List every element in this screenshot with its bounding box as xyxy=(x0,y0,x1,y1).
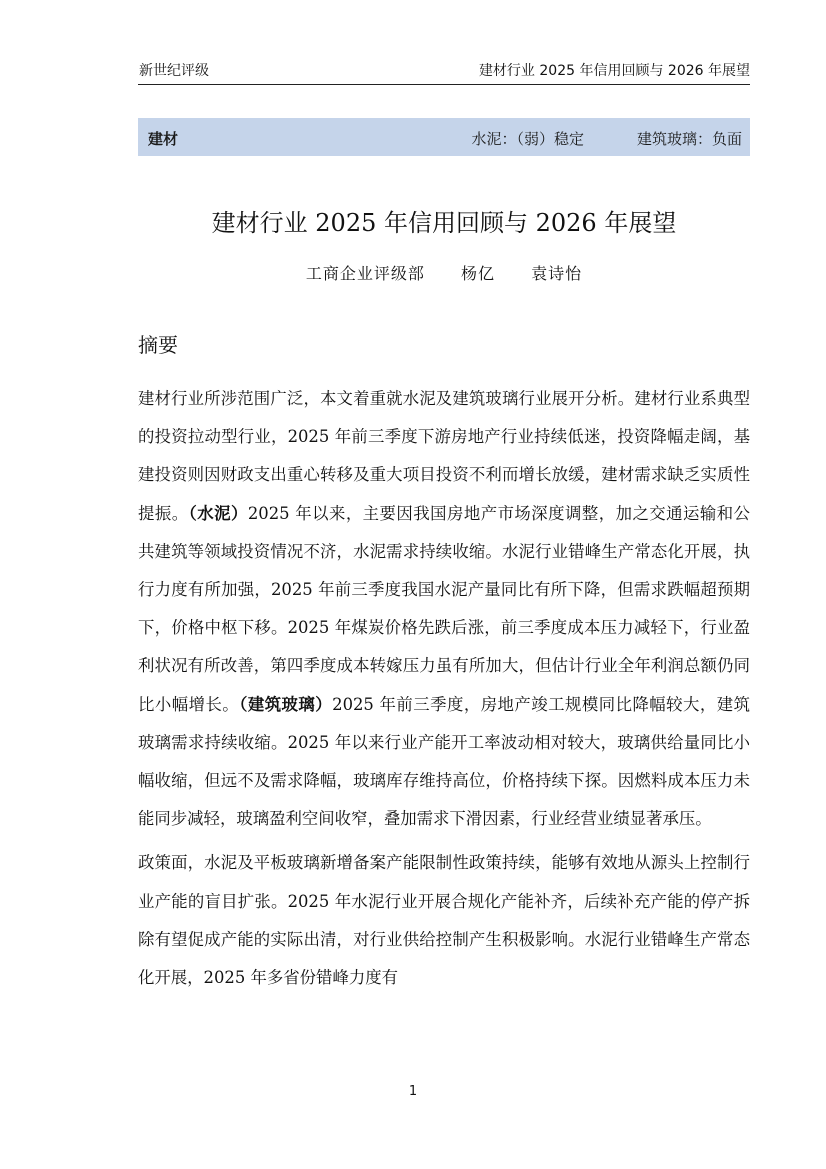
section-heading: 摘要 xyxy=(138,333,178,357)
inline-tag-glass: （建筑玻璃） xyxy=(239,694,333,714)
paragraph-text: 建材行业所涉范围广泛，本文着重就水泥及建筑玻璃行业展开分析。建材行业系典型的投资拉动型行业，2025 年前三季度下游房地产行业持续低迷，投资降幅走阔，基建投资则因财政支出重心转移及重大项目投资不利而增长放缓，建材需求缺乏实质性提振。 xyxy=(138,389,750,523)
banner-rating-cement: 水泥：（弱）稳定 xyxy=(471,130,584,148)
page-header xyxy=(138,58,750,85)
authors-line xyxy=(138,261,750,284)
header-doc-title: 建材行业 2025 年信用回顾与 2026 年展望 xyxy=(478,63,750,79)
page-title: 建材行业 2025 年信用回顾与 2026 年展望 xyxy=(211,209,677,237)
paragraph: 政策面，水泥及平板玻璃新增备案产能限制性政策持续，能够有效地从源头上控制行业产能的盲目扩张。2025 年水泥行业开展合规化产能补齐，后续补充产能的停产拆除有望促成产能的实际出清，对行业供给控制产生积极影响。水泥行业错峰生产常态化开展，2025 年多省份错峰力度有 xyxy=(138,853,750,988)
banner-rating-glass: 建筑玻璃：负面 xyxy=(636,130,742,148)
paragraph-text: 2025 年前三季度，房地产竣工规模同比降幅较大，建筑玻璃需求持续收缩。2025 年以来行业产能开工率波动相对较大，玻璃供给量同比小幅收缩，但远不及需求降幅，玻璃库存维持高位，价格持续下探。因燃料成本压力未能同步减轻，玻璃盈利空间收窄，叠加需求下滑因素，行业经营业绩显著承压。 xyxy=(138,694,750,829)
paragraph-text: 2025 年以来，主要因我国房地产市场深度调整，加之交通运输和公共建筑等领域投资情况不济，水泥需求持续收缩。水泥行业错峰生产常态化开展，执行力度有所加强，2025 年前三季度我国水泥产量同比有所下降，但需求跌幅超预期下，价格中枢下移。2025 年煤炭价格先跌后涨，前三季度成本压力减轻下，行业盈利状况有所改善，第四季度成本转嫁压力虽有所加大，但估计行业全年利润总额仍同比小幅增长。 xyxy=(138,503,751,714)
inline-tag-cement: （水泥） xyxy=(188,503,248,523)
author-department: 工商企业评级部 xyxy=(305,264,425,283)
author-name: 袁诗怡 xyxy=(531,264,583,283)
paragraph xyxy=(138,380,750,838)
header-org: 新世纪评级 xyxy=(139,63,209,79)
author-name: 杨亿 xyxy=(460,264,495,283)
banner-sector: 建材 xyxy=(148,130,179,148)
page-number: 1 xyxy=(408,1084,418,1099)
body-text xyxy=(138,380,750,997)
rating-banner xyxy=(138,118,750,156)
